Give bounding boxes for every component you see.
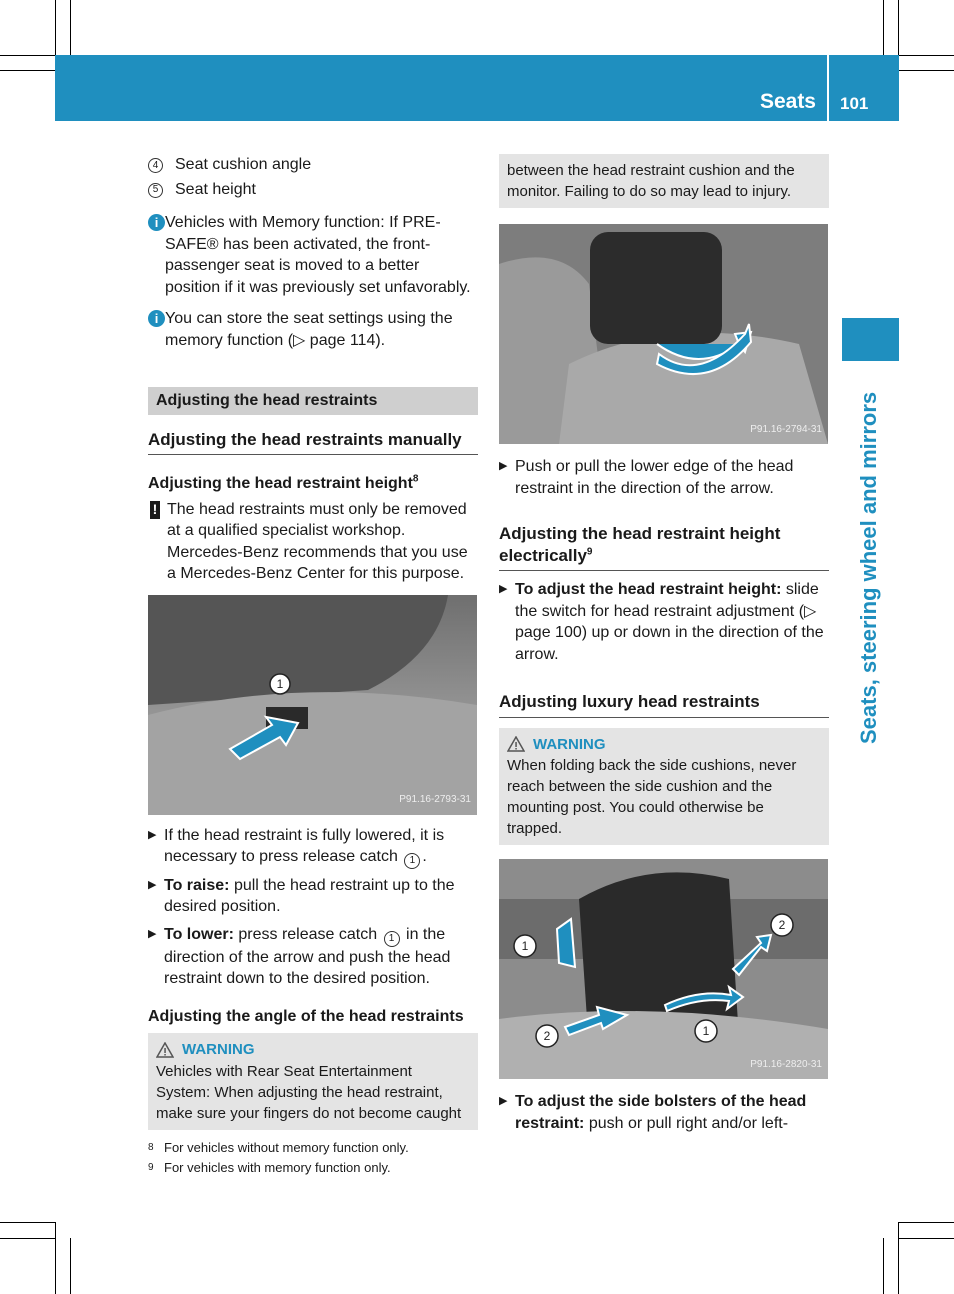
caution-text: The head restraints must only be removed at a qualified specialist workshop. Mercedes-Benz recommends that you use a Mercedes-Benz Center for this purpose. (167, 500, 468, 582)
step-text: Push or pull the lower edge of the head restraint in the direction of the arrow. (515, 458, 794, 497)
arrow-right-icon: ▶ (499, 1095, 508, 1107)
callout-number: 1 (404, 853, 420, 869)
footnote-text: For vehicles with memory function only. (164, 1160, 391, 1175)
instruction-step: ▶ If the head restraint is fully lowered, it is necessary to press release catch 1 . (148, 825, 478, 869)
footnote-number: 8 (148, 1142, 154, 1153)
crop-mark (899, 55, 954, 56)
info-text: You can store the seat settings using the memory function (▷ page 114). (165, 310, 453, 349)
crop-mark (0, 1238, 55, 1239)
page-number: 101 (840, 94, 869, 113)
instruction-step (148, 875, 478, 918)
figure-callout: 2 (778, 918, 786, 932)
step-text: push or pull right and/or left- (588, 1114, 789, 1132)
info-icon: i (148, 310, 165, 327)
figure-callout: 1 (521, 939, 529, 953)
info-note (148, 212, 478, 298)
illustration (499, 224, 828, 444)
subheading-text: Adjusting the head restraint height (148, 475, 413, 492)
footnote-number: 9 (148, 1162, 154, 1173)
figure-callout: 1 (702, 1024, 710, 1038)
figure-luxury-head-restraint (499, 859, 828, 1079)
crop-mark (55, 1222, 56, 1294)
step-label: To adjust the head restraint height: (515, 581, 782, 598)
list-item (148, 154, 478, 176)
subsection-heading: Adjusting the head restraints manually (148, 429, 478, 456)
crop-mark (899, 1222, 954, 1223)
arrow-right-icon: ▶ (148, 878, 157, 891)
instruction-step (499, 1091, 829, 1134)
arrow-right-icon: ▶ (148, 927, 157, 940)
illustration (148, 595, 477, 815)
step-label: To adjust the side bolsters of the head restraint: (515, 1093, 807, 1132)
list-item (148, 179, 478, 201)
crop-mark (883, 0, 884, 55)
caution-note (148, 499, 478, 585)
figure-head-restraint-height (148, 595, 477, 815)
header-title: Seats (759, 90, 816, 113)
header-separator (827, 55, 829, 121)
info-text: Vehicles with Memory function: If PRE-SAFE® has been activated, the front-passenger seat is moved to a better position if it was previously set unfavorably. (165, 214, 471, 296)
arrow-right-icon: ▶ (148, 828, 157, 841)
footnote-ref: 8 (412, 473, 419, 485)
figure-callout: 2 (543, 1029, 551, 1043)
crop-mark (883, 1238, 884, 1294)
callout-number: 1 (384, 931, 400, 947)
instruction-step (499, 579, 829, 665)
warning-text: When folding back the side cushions, never reach between the side cushion and the mounting post. You could otherwise be trapped. (507, 757, 797, 837)
step-text: press release catch (238, 925, 378, 943)
subsection-heading: Adjusting luxury head restraints (499, 691, 829, 718)
subheading: Adjusting the angle of the head restraints (148, 1007, 464, 1025)
crop-mark (899, 70, 954, 71)
step-label: To raise: (164, 876, 230, 894)
warning-title: WARNING (182, 1041, 255, 1058)
subheading (148, 473, 478, 495)
footnote (148, 1158, 488, 1178)
step-text: If the head restraint is fully lowered, it is necessary to press release catch (164, 826, 445, 865)
exclamation-icon: ! (150, 501, 160, 519)
instruction-step (148, 924, 478, 990)
chapter-title: Seats, steering wheel and mirrors (856, 391, 881, 744)
warning-text: Vehicles with Rear Seat Entertainment System: When adjusting the head restraint, make sure your fingers do not become caught (156, 1062, 462, 1122)
warning-box (148, 1033, 478, 1130)
side-tab-marker (842, 318, 899, 361)
list-item-label: Seat height (175, 180, 256, 198)
step-text: slide the switch for head restraint adjustment (▷ page 100) up or down in the direction of the arrow. (515, 581, 824, 663)
arrow-right-icon: ▶ (499, 583, 508, 595)
step-label: To lower: (164, 925, 234, 943)
subsection-heading (499, 523, 829, 571)
figure-code: P91.16-2794-31 (750, 423, 822, 435)
warning-title: WARNING (533, 735, 606, 753)
warning-box (499, 728, 829, 846)
left-column (148, 154, 478, 1130)
callout-number: 5 (148, 183, 163, 198)
crop-mark (70, 1238, 71, 1294)
crop-mark (898, 1222, 899, 1294)
step-text: pull the head restraint up to the desired position. (164, 876, 455, 916)
warning-box-continued (499, 154, 829, 208)
crop-mark (899, 1238, 954, 1239)
crop-mark (0, 55, 55, 56)
footnote-text: For vehicles without memory function only. (164, 1140, 409, 1155)
crop-mark (0, 70, 55, 71)
callout-number: 4 (148, 158, 163, 173)
crop-mark (70, 0, 71, 55)
figure-head-restraint-angle (499, 224, 828, 444)
list-item-label: Seat cushion angle (175, 156, 312, 173)
warning-text: between the head restraint cushion and the monitor. Failing to do so may lead to injury. (507, 162, 795, 200)
subsection-heading-text: Adjusting the head restraint height electrically (499, 524, 781, 565)
illustration (499, 859, 828, 1079)
section-title: Adjusting the head restraints (148, 387, 478, 415)
figure-callout: 1 (276, 676, 284, 691)
warning-icon (156, 1042, 174, 1058)
instruction-step (499, 456, 829, 499)
footnote-ref: 9 (586, 545, 593, 557)
crop-mark (0, 1222, 55, 1223)
footnote (148, 1138, 488, 1158)
figure-code: P91.16-2820-31 (750, 1058, 822, 1070)
right-column (499, 154, 829, 1134)
warning-icon (507, 736, 525, 752)
step-text: in the direction of the arrow and push the head restraint down to the desired position. (164, 925, 451, 987)
figure-code: P91.16-2793-31 (399, 794, 471, 805)
footnotes (148, 1138, 488, 1178)
info-note (148, 308, 478, 351)
arrow-right-icon: ▶ (499, 460, 508, 472)
info-icon: i (148, 214, 165, 231)
